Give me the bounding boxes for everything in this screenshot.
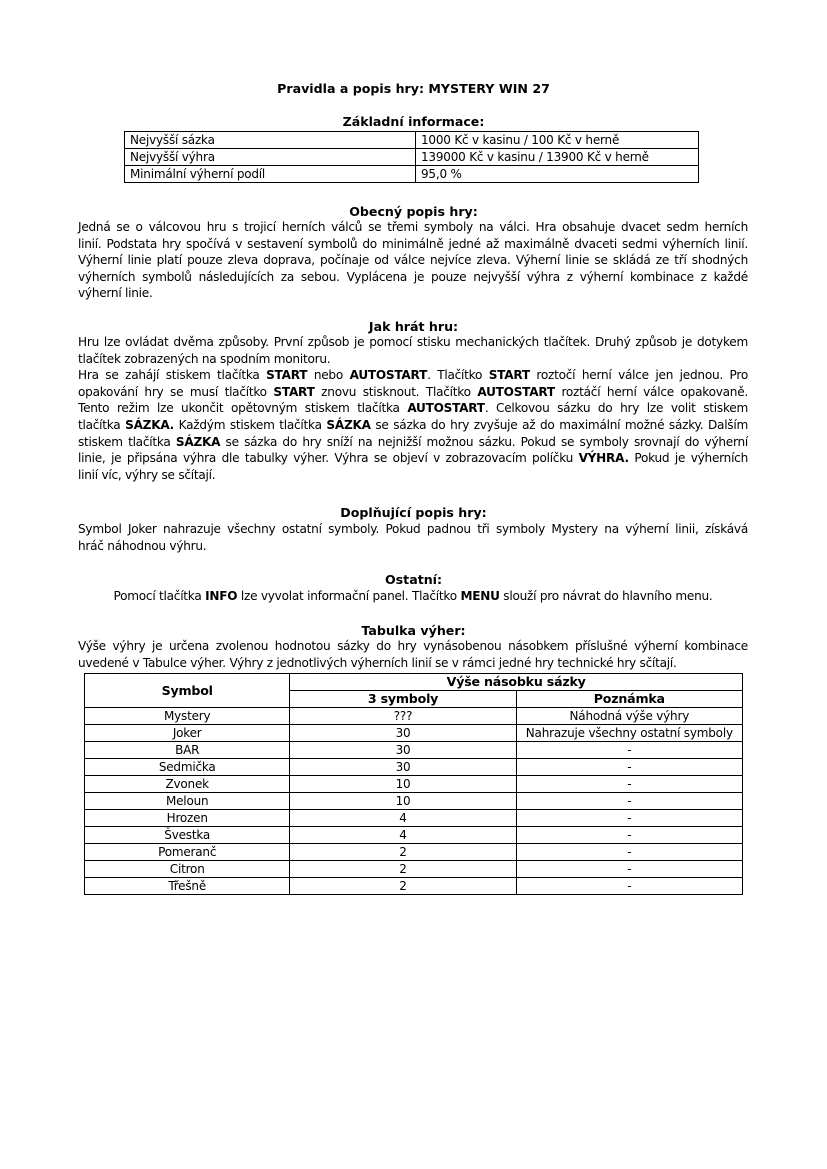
general-heading: Obecný popis hry:: [349, 204, 478, 219]
header-multiplier-group: Výše násobku sázky: [290, 674, 743, 691]
win-table-heading: Tabulka výher:: [361, 623, 466, 638]
basic-info-table: [124, 131, 699, 183]
text-line: tlačítek zobrazených na spodním monitoru.: [78, 351, 331, 366]
text-line: výherní linie.: [78, 286, 153, 301]
general-paragraph: [78, 219, 748, 302]
table-row: Zvonek 10 -: [85, 776, 743, 793]
table-row: Švestka 4 -: [85, 827, 743, 844]
table-row: Pomeranč 2 -: [85, 844, 743, 861]
text-line: Jedná se o válcovou hru s trojicí herních válců se třemi symboly na válci. Hra obsahuje dvacet sedm herních: [78, 220, 748, 234]
header-symbol: Symbol: [85, 674, 290, 708]
info-label: Minimální výherní podíl: [125, 166, 416, 183]
text-line: Symbol Joker nahrazuje všechny ostatní symboly. Pokud padnou tři symboly Mystery na výherní linii, získává: [78, 522, 748, 536]
text-line: tlačítka SÁZKA. Každým stiskem tlačítka SÁZKA se sázka do hry zvyšuje až do maximální možné sázky. Dalším: [78, 417, 748, 432]
table-row: [125, 132, 699, 149]
table-row: Sedmička 30 -: [85, 759, 743, 776]
how-to-play-heading: Jak hrát hru:: [368, 319, 459, 334]
text-line: Výherní linie platí pouze zleva doprava, počínaje od válce nejvíce zleva. Výherní linie se skládá ze tří shodných: [78, 253, 748, 268]
info-value: 139000 Kč v kasinu / 13900 Kč v herně: [416, 149, 699, 166]
text-line: stiskem tlačítka SÁZKA se sázka do hry sníží na nejnižší možnou sázku. Pokud se symboly srovnají do výherní: [78, 434, 748, 449]
how-to-play-paragraph: [78, 334, 748, 483]
text-line: Tento režim lze ukončit opětovným stiskem tlačítka AUTOSTART. Celkovou sázku do hry lze volit stiskem: [78, 401, 748, 416]
additional-paragraph: [78, 521, 748, 554]
info-value: 95,0 %: [416, 166, 699, 183]
table-header-row: [85, 674, 743, 691]
text-line: uvedené v Tabulce výher. Výhry z jednotlivých výherních linií se v rámci jedné hry technické hry sčítají.: [78, 655, 677, 670]
other-paragraph: Pomocí tlačítka INFO lze vyvolat informační panel. Tlačítko MENU slouží pro návrat do hlavního menu.: [113, 589, 713, 603]
win-table-intro: [78, 638, 748, 671]
document-title: Pravidla a popis hry: MYSTERY WIN 27: [277, 81, 550, 96]
text-line: výherních symbolů následujících za sebou. Vyplácena je pouze nejvyšší výhra z výherní kombinace z každé: [78, 269, 748, 284]
text-line: linií víc, výhry se sčítají.: [78, 467, 216, 482]
table-row: Citron 2 -: [85, 861, 743, 878]
table-row: Joker 30 Nahrazuje všechny ostatní symboly: [85, 725, 743, 742]
table-row: [125, 149, 699, 166]
text-line: Hra se zahájí stiskem tlačítka START nebo AUTOSTART. Tlačítko START roztočí herní válce jen jednou. Pro: [78, 368, 748, 383]
table-row: BAR 30 -: [85, 742, 743, 759]
header-note: Poznámka: [516, 691, 742, 708]
additional-heading: Doplňující popis hry:: [340, 505, 487, 520]
text-line: Výše výhry je určena zvolenou hodnotou sázky do hry vynásobenou násobkem příslušné výherní kombinace: [78, 639, 748, 653]
info-label: Nejvyšší výhra: [125, 149, 416, 166]
table-row: Meloun 10 -: [85, 793, 743, 810]
table-row: Třešně 2 -: [85, 878, 743, 895]
text-line: opakování hry se musí tlačítko START znovu stisknout. Tlačítko AUTOSTART roztáčí herní válce opakovaně.: [78, 384, 748, 399]
text-line: Hru lze ovládat dvěma způsoby. První způsob je pomocí stisku mechanických tlačítek. Druhý způsob je dotykem: [78, 335, 748, 349]
table-row: Mystery ??? Náhodná výše výhry: [85, 708, 743, 725]
other-heading: Ostatní:: [384, 572, 443, 587]
info-value: 1000 Kč v kasinu / 100 Kč v herně: [416, 132, 699, 149]
text-line: linií. Podstata hry spočívá v sestavení symbolů do minimálně jedné až maximálně dvaceti sedmi výherních linií.: [78, 236, 748, 251]
win-table: [84, 673, 743, 895]
text-line: hráč náhodnou výhru.: [78, 538, 207, 553]
text-line: linie, je připsána výhra dle tabulky výher. Výhra se objeví v zobrazovacím políčku VÝHRA. Pokud je výherních: [78, 451, 748, 466]
table-row: [125, 166, 699, 183]
info-label: Nejvyšší sázka: [125, 132, 416, 149]
basic-info-heading: Základní informace:: [342, 114, 485, 129]
table-row: Hrozen 4 -: [85, 810, 743, 827]
header-three-symbols: 3 symboly: [290, 691, 516, 708]
